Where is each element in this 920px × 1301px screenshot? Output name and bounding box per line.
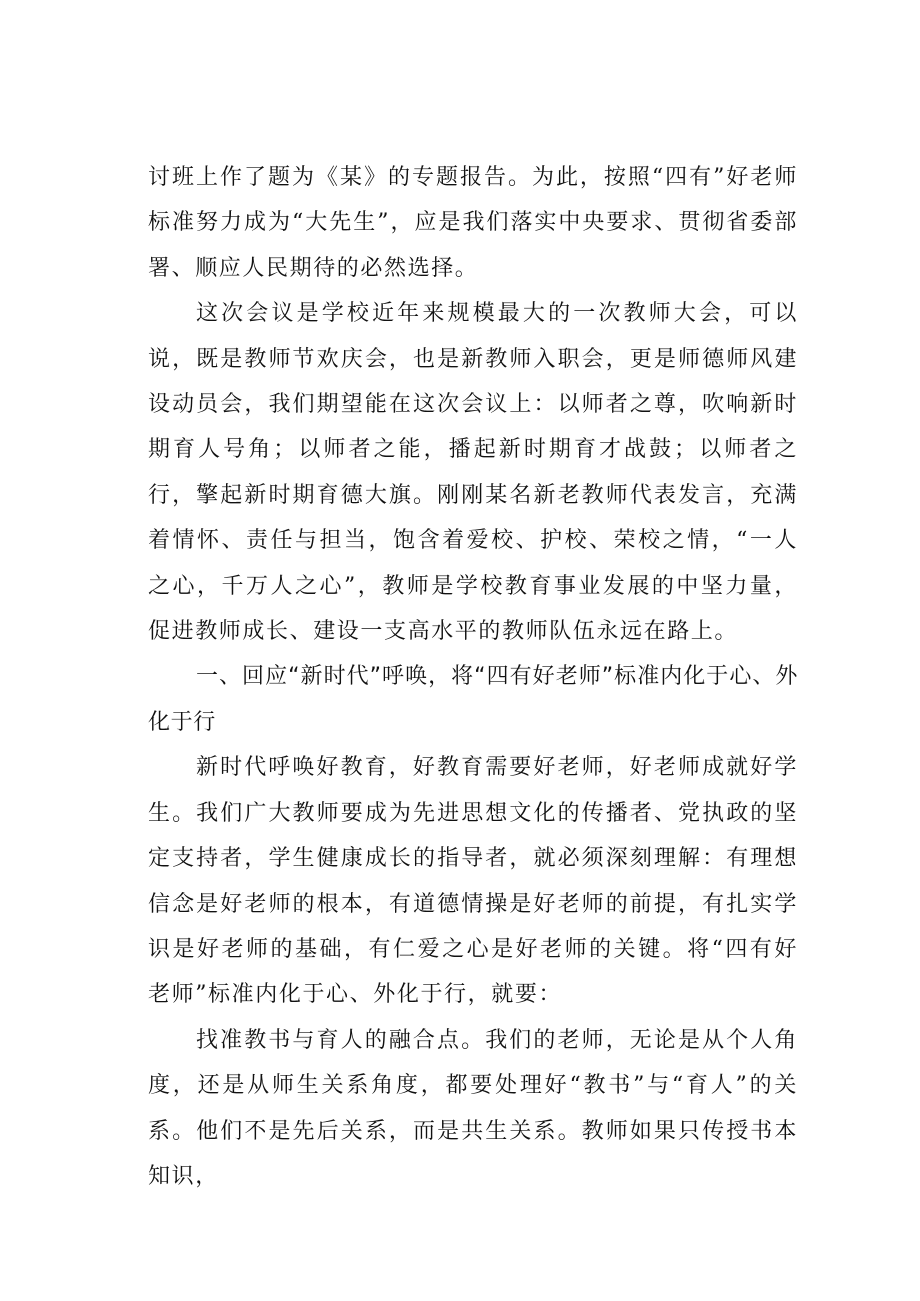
paragraph-meeting: 这次会议是学校近年来规模最大的一次教师大会，可以说，既是教师节欢庆会，也是新教师入职会，更是师德师风建设动员会，我们期望能在这次会议上：以师者之尊，吹响新时期育人号角；以师者之能，播起新时期育才战鼓；以师者之行，擎起新时期育德大旗。刚刚某名新老教师代表发言，充满着情怀、责任与担当，饱含着爱校、护校、荣校之情，“一人之心，千万人之心”，教师是学校教育事业发展的中坚力量，促进教师成长、建设一支高水平的教师队伍永远在路上。 xyxy=(148,301,798,645)
paragraph-new-era: 新时代呼唤好教育，好教育需要好老师，好老师成就好学生。我们广大教师要成为先进思想文化的传播者、党执政的坚定支持者，学生健康成长的指导者，就必须深刻理解：有理想信念是好老师的根本，有道德情操是好老师的前提，有扎实学识是好老师的基础，有仁爱之心是好老师的关键。将“四有好老师”标准内化于心、外化于行，就要： xyxy=(148,755,798,1008)
paragraph-teaching-education: 找准教书与育人的融合点。我们的老师，无论是从个人角度，还是从师生关系角度，都要处理好“教书”与“育人”的关系。他们不是先后关系，而是共生关系。教师如果只传授书本知识， xyxy=(148,1027,798,1189)
paragraph-continuation: 讨班上作了题为《某》的专题报告。为此，按照“四有”好老师标准努力成为“大先生”，应是我们落实中央要求、贯彻省委部署、顺应人民期待的必然选择。 xyxy=(148,165,798,281)
document-body xyxy=(148,155,798,1199)
section-heading-1: 一、回应“新时代”呼唤，将“四有好老师”标准内化于心、外化于行 xyxy=(148,664,798,735)
